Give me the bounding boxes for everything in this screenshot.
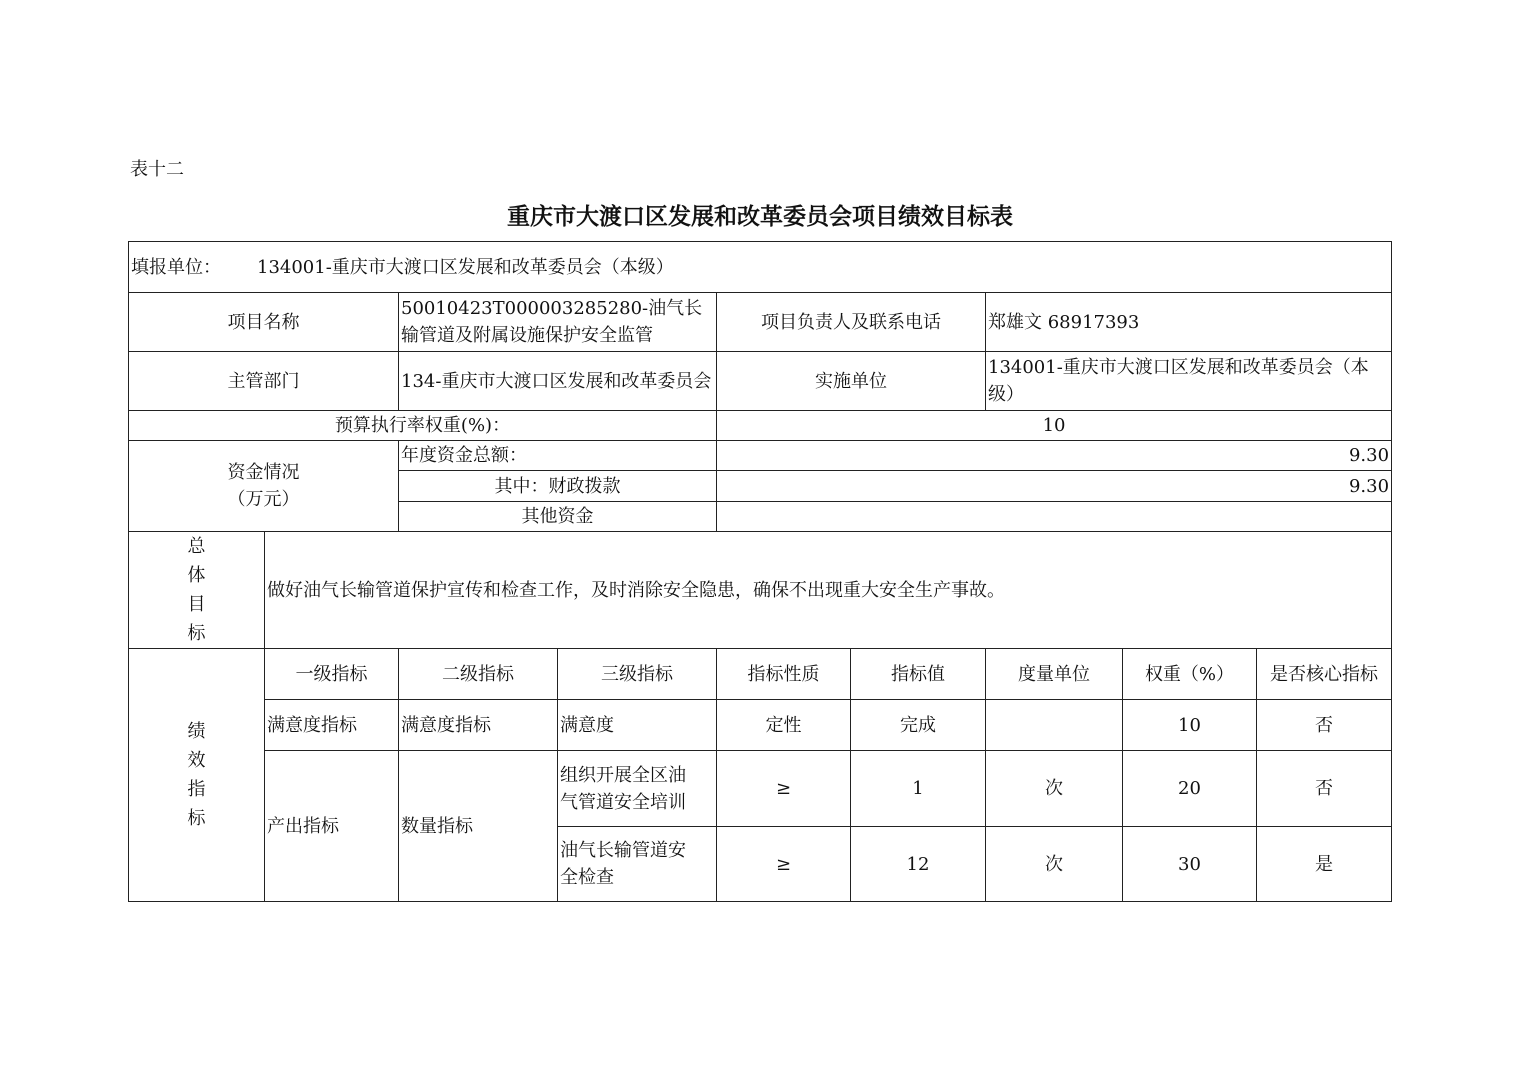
cell-weight: 30 [1123, 827, 1257, 902]
header-level1: 一级指标 [265, 649, 399, 700]
cell-core: 否 [1257, 700, 1392, 751]
table-caption: 表十二 [130, 159, 184, 180]
funds-label [129, 441, 399, 532]
table-row [129, 700, 1392, 751]
dept-value: 134-重庆市大渡口区发展和改革委员会 [399, 352, 717, 411]
fill-unit-row [129, 242, 1392, 293]
leader-value: 郑雄文 68917393 [986, 293, 1392, 352]
project-name-value: 50010423T000003285280-油气长输管道及附属设施保护安全监管 [399, 293, 717, 352]
goal-char: 标 [187, 623, 206, 644]
funds-other-value [717, 502, 1392, 532]
cell-level1: 满意度指标 [265, 700, 399, 751]
cell-weight: 10 [1123, 700, 1257, 751]
header-level3: 三级指标 [558, 649, 717, 700]
cell-value: 1 [851, 751, 986, 827]
cell-level3: 油气长输管道安全检查 [558, 827, 717, 902]
header-core: 是否核心指标 [1257, 649, 1392, 700]
cell-level2: 满意度指标 [399, 700, 558, 751]
cell-level3: 组织开展全区油气管道安全培训 [558, 751, 717, 827]
goal-char: 目 [187, 594, 206, 615]
cell-nature: ≥ [717, 751, 851, 827]
impl-label: 实施单位 [717, 352, 986, 411]
funds-unit: （万元） [227, 489, 300, 510]
cell-unit: 次 [986, 751, 1123, 827]
cell-level3: 满意度 [558, 700, 717, 751]
indicators-label [129, 649, 265, 902]
goal-label [129, 532, 265, 649]
funds-total-label: 年度资金总额： [399, 441, 717, 471]
funds-fiscal-value: 9.30 [717, 471, 1392, 502]
cell-nature: 定性 [717, 700, 851, 751]
indicator-char: 效 [187, 750, 206, 771]
performance-target-table [128, 241, 1392, 902]
budget-weight-value: 10 [717, 411, 1392, 441]
page-title: 重庆市大渡口区发展和改革委员会项目绩效目标表 [507, 203, 1013, 230]
header-level2: 二级指标 [399, 649, 558, 700]
cell-unit: 次 [986, 827, 1123, 902]
project-name-label: 项目名称 [129, 293, 399, 352]
funds-title: 资金情况 [227, 462, 300, 483]
cell-core: 否 [1257, 751, 1392, 827]
dept-label: 主管部门 [129, 352, 399, 411]
header-unit: 度量单位 [986, 649, 1123, 700]
funds-fiscal-label: 其中：财政拨款 [399, 471, 717, 502]
header-nature: 指标性质 [717, 649, 851, 700]
fill-unit-value: 134001-重庆市大渡口区发展和改革委员会（本级） [257, 256, 674, 278]
cell-weight: 20 [1123, 751, 1257, 827]
goal-text: 做好油气长输管道保护宣传和检查工作，及时消除安全隐患，确保不出现重大安全生产事故。 [265, 532, 1392, 649]
fill-unit-label: 填报单位： [131, 256, 221, 278]
cell-value: 完成 [851, 700, 986, 751]
budget-weight-label: 预算执行率权重(%)： [129, 411, 717, 441]
goal-char: 总 [187, 536, 206, 557]
indicator-char: 指 [187, 779, 206, 800]
indicator-char: 绩 [187, 721, 206, 742]
impl-value: 134001-重庆市大渡口区发展和改革委员会（本级） [986, 352, 1392, 411]
leader-label: 项目负责人及联系电话 [717, 293, 986, 352]
table-row [129, 751, 1392, 827]
header-value: 指标值 [851, 649, 986, 700]
funds-total-value: 9.30 [717, 441, 1392, 471]
goal-char: 体 [187, 565, 206, 586]
cell-unit [986, 700, 1123, 751]
cell-value: 12 [851, 827, 986, 902]
cell-level2: 数量指标 [399, 751, 558, 902]
cell-nature: ≥ [717, 827, 851, 902]
cell-level1: 产出指标 [265, 751, 399, 902]
cell-core: 是 [1257, 827, 1392, 902]
indicator-char: 标 [187, 808, 206, 829]
header-weight: 权重（%） [1123, 649, 1257, 700]
funds-other-label: 其他资金 [399, 502, 717, 532]
